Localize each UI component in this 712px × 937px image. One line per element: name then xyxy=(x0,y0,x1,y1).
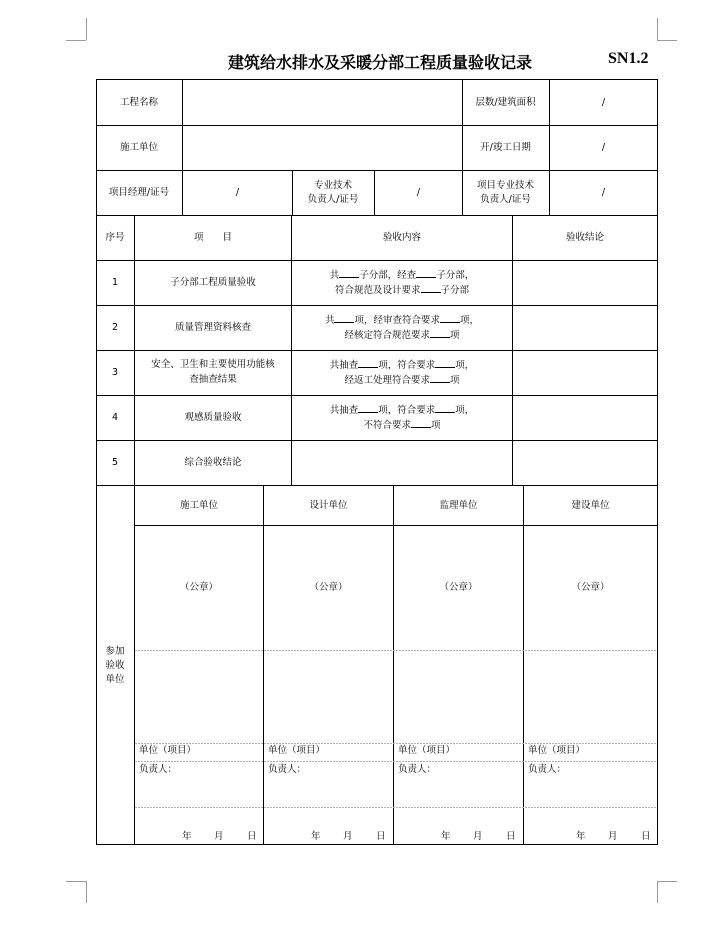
seal-placeholder: （公章） xyxy=(571,582,610,593)
tech-lead-label-2: 负责人/证号 xyxy=(307,194,359,205)
row-content-line-1: 共抽查 项，符合要求 项， xyxy=(329,405,475,416)
header-content: 验收内容 xyxy=(382,232,421,243)
participants-label-3: 单位 xyxy=(105,674,125,685)
row-item: 质量管理资料核查 xyxy=(174,322,251,333)
floors-area-value: / xyxy=(601,97,606,108)
unit-item-label: 单位（项目） xyxy=(528,745,586,756)
row-content-line-1: 共 子分部，经查 子分部， xyxy=(329,270,475,281)
date-year: 年 xyxy=(182,831,192,842)
date-day: 日 xyxy=(247,831,257,842)
date-month: 月 xyxy=(214,831,224,842)
row-content-line-2: 经返工处理符合要求 项 xyxy=(344,375,460,386)
participants-label-1: 参加 xyxy=(105,646,125,657)
seal-placeholder: （公章） xyxy=(439,582,478,593)
row-item: 子分部工程质量验收 xyxy=(170,277,256,288)
unit-item-label: 单位（项目） xyxy=(268,745,326,756)
seal-placeholder: （公章） xyxy=(309,582,348,593)
header-conclusion: 验收结论 xyxy=(565,232,604,243)
proj-tech-lead-label-2: 负责人/证号 xyxy=(480,194,531,205)
contractor-label: 施工单位 xyxy=(119,142,158,153)
tech-lead-label-1: 专业技术 xyxy=(313,180,352,191)
row-number: 5 xyxy=(111,457,119,468)
project-name-label: 工程名称 xyxy=(119,97,158,108)
unit-item-label: 单位（项目） xyxy=(398,745,456,756)
proj-tech-lead-label-1: 项目专业技术 xyxy=(476,180,534,191)
floors-area-label: 层数/建筑面积 xyxy=(475,97,536,108)
dates-label: 开/竣工日期 xyxy=(480,142,531,153)
row-content-line-2: 不符合要求 项 xyxy=(363,420,441,431)
unit-header-designer: 设计单位 xyxy=(309,500,348,511)
dates-value: / xyxy=(601,142,606,153)
date-year: 年 xyxy=(441,831,451,842)
header-seq: 序号 xyxy=(105,232,125,243)
date-month: 月 xyxy=(343,831,353,842)
date-year: 年 xyxy=(311,831,321,842)
tech-lead-value: / xyxy=(416,187,421,198)
row-item: 安全、卫生和主要使用功能核 xyxy=(151,359,275,370)
row-number: 4 xyxy=(111,412,119,423)
row-content-line-2: 经核定符合规范要求 项 xyxy=(344,330,460,341)
row-content-line-1: 共抽查 项，符合要求 项， xyxy=(329,360,475,371)
date-day: 日 xyxy=(376,831,386,842)
row-number: 3 xyxy=(111,367,119,378)
row-number: 2 xyxy=(111,322,119,333)
row-item-line-2: 查抽查结果 xyxy=(189,374,237,385)
pm-label: 项目经理/证号 xyxy=(108,187,170,198)
row-number: 1 xyxy=(111,277,119,288)
unit-item-label: 单位（项目） xyxy=(139,745,197,756)
row-item: 综合验收结论 xyxy=(184,457,242,468)
form-code: SN1.2 xyxy=(608,50,649,67)
person-label: 负责人： xyxy=(268,764,307,775)
date-day: 日 xyxy=(506,831,516,842)
unit-header-contractor: 施工单位 xyxy=(179,500,218,511)
header-item: 项 目 xyxy=(193,232,232,243)
person-label: 负责人： xyxy=(398,764,437,775)
row-item: 观感质量验收 xyxy=(184,412,242,423)
participants-label-2: 验收 xyxy=(105,660,125,671)
row-content-line-1: 共 项，经审查符合要求 项， xyxy=(324,315,480,326)
seal-placeholder: （公章） xyxy=(179,582,218,593)
date-day: 日 xyxy=(641,831,651,842)
date-month: 月 xyxy=(608,831,618,842)
proj-tech-lead-value: / xyxy=(601,187,606,198)
date-year: 年 xyxy=(576,831,586,842)
unit-header-owner: 建设单位 xyxy=(571,500,610,511)
person-label: 负责人： xyxy=(528,764,567,775)
person-label: 负责人： xyxy=(139,764,178,775)
unit-header-supervisor: 监理单位 xyxy=(439,500,478,511)
pm-value: / xyxy=(235,187,240,198)
project-name-value xyxy=(183,96,462,109)
date-month: 月 xyxy=(473,831,483,842)
row-content-line-2: 符合规范及设计要求 子分部 xyxy=(334,285,470,296)
page-title: 建筑给水排水及采暖分部工程质量验收记录 xyxy=(227,53,532,72)
